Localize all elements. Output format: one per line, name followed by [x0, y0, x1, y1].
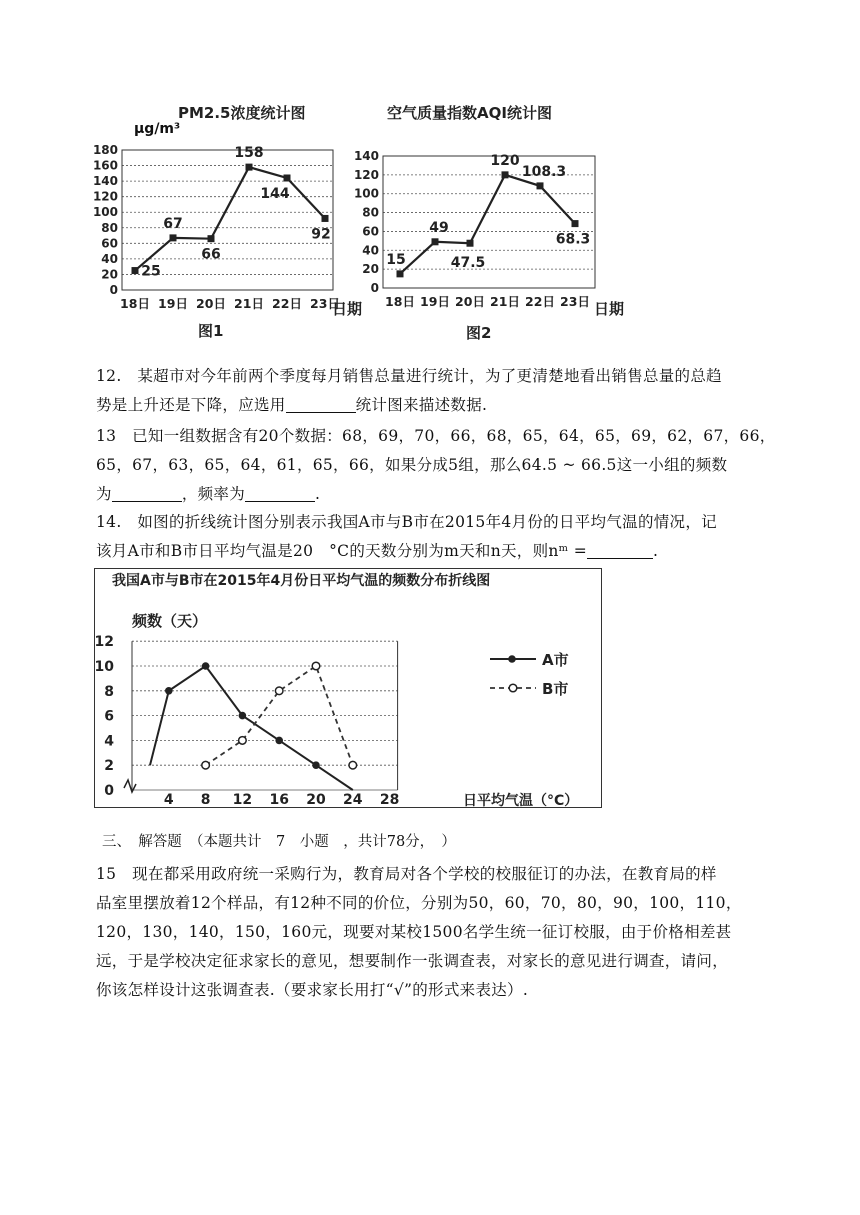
fig2-xtick-label: 19日 [420, 294, 450, 309]
fig2-ytick-label: 120 [353, 167, 379, 182]
fig1-title: PM2.5浓度统计图 [178, 104, 306, 122]
fig2-ytick-label: 20 [362, 262, 379, 277]
fig2-xtick-label: 20日 [455, 294, 485, 309]
fig1-xtick-label: 18日 [120, 296, 150, 311]
fig1-data-label: 25 [141, 263, 161, 280]
fig1-ytick-label: 40 [101, 251, 118, 266]
fig1-ytick-label: 20 [101, 267, 118, 282]
fig3-xtick-label: 12 [232, 792, 253, 808]
fig2-ytick-label: 100 [353, 186, 379, 201]
fig1-ytick-label: 120 [92, 189, 118, 204]
fig3-series-a-point [202, 662, 210, 670]
fig3-ylabel: 频数（天） [132, 612, 208, 630]
q12-answer-blank[interactable] [286, 397, 356, 414]
q15-line-1: 15 现在都采用政府统一采购行为，教育局对各个学校的校服征订的办法，在教育局的样 [96, 865, 717, 883]
fig1-unit: μg/m³ [134, 121, 181, 137]
fig1-xlabel: 日期 [332, 300, 363, 318]
q12-line-2: 势是上升还是下降，应选用 统计图来描述数据. [96, 396, 488, 414]
fig3-ytick-label: 2 [104, 758, 114, 775]
question-12 [96, 362, 776, 420]
fig2-data-label: 49 [429, 219, 449, 236]
fig3-series-b-point [275, 687, 283, 695]
fig1-ytick-label: 180 [92, 143, 118, 157]
fig1-xtick-label: 19日 [158, 296, 188, 311]
fig2-data-point [432, 238, 439, 245]
fig3-series-a-line [150, 666, 353, 790]
q15-line-5: 你该怎样设计这张调查表.（要求家长用打“√”的形式来表达）. [96, 981, 529, 999]
fig2-ytick-label: 40 [362, 243, 379, 258]
fig2-data-point [467, 240, 474, 247]
fig2-series-line [400, 175, 575, 274]
fig2-title: 空气质量指数AQI统计图 [387, 104, 552, 122]
fig3-ytick-label: 4 [104, 733, 114, 750]
fig2-xtick-label: 18日 [385, 294, 415, 309]
q14-answer-blank[interactable] [587, 543, 653, 560]
fig3-xtick-label: 20 [306, 792, 326, 808]
fig3-series-a-point [165, 687, 173, 695]
fig3-series-a-point [275, 737, 283, 745]
fig1-data-label: 66 [201, 246, 221, 263]
fig3-ytick-label: 12 [94, 634, 114, 651]
fig1-ytick-label: 0 [109, 283, 118, 297]
fig3-title: 我国A市与B市在2015年4月份日平均气温的频数分布折线图 [112, 573, 491, 589]
q15-line-2: 品室里摆放着12个样品，有12种不同的价位，分别为50，60，70，80，90，100，110， [96, 894, 742, 912]
fig1-data-point [246, 164, 253, 171]
fig1-ytick-label: 80 [101, 220, 118, 235]
q14-line-1: 14. 如图的折线统计图分别表示我国A市与B市在2015年4月份的日平均气温的情况，记 [96, 513, 717, 531]
fig2-data-label: 68.3 [555, 231, 591, 248]
fig1-data-point [208, 235, 215, 242]
fig2-caption: 图2 [466, 324, 492, 342]
fig1-ytick-label: 140 [92, 174, 118, 189]
fig3-xtick-label: 16 [269, 792, 289, 808]
fig3-legend-b-label: B市 [542, 680, 569, 698]
fig1-data-point [322, 215, 329, 222]
fig3-series-b-point [312, 662, 320, 670]
fig3-ytick-label: 6 [104, 708, 114, 725]
fig2-data-label: 47.5 [450, 255, 486, 272]
fig1-data-label: 144 [260, 186, 290, 202]
fig2-data-label: 120 [490, 152, 520, 169]
fig1-xtick-label: 23日 [310, 296, 340, 311]
q13-frequency-blank[interactable] [112, 486, 182, 503]
fig1-data-point [132, 267, 139, 274]
question-13 [96, 422, 776, 509]
fig2-data-label: 108.3 [521, 163, 567, 180]
question-15 [96, 860, 776, 1005]
fig3-series-b-point [349, 761, 357, 769]
fig3-ytick-label: 10 [94, 659, 114, 675]
q12-line-1: 12. 某超市对今年前两个季度每月销售总量进行统计，为了更清楚地看出销售总量的总趋 [96, 367, 722, 385]
q13-line-3: 为 ，频率为 . [96, 485, 321, 503]
q13-rate-blank[interactable] [245, 486, 315, 503]
q13-line-2: 65，67，63，65，64，61，65，66，如果分成5组，那么64.5 ~ 66.5这一小组的频数 [96, 456, 728, 474]
fig1-caption: 图1 [198, 322, 224, 340]
fig3-xtick-label: 28 [379, 792, 400, 808]
fig3-series-a-point [312, 761, 320, 769]
fig2-ytick-label: 80 [362, 205, 379, 220]
fig1-data-label: 67 [163, 215, 183, 232]
section-3-heading: 三、 解答题 （本题共计 7 小题 ，共计78分， ） [102, 834, 456, 850]
fig2-xtick-label: 23日 [560, 294, 590, 309]
fig2-data-point [537, 182, 544, 189]
fig2-data-point [572, 220, 579, 227]
fig3-legend-a-marker [508, 655, 516, 663]
fig3-series-b-point [202, 761, 210, 769]
fig1-xtick-label: 21日 [234, 296, 264, 311]
fig1-xtick-label: 22日 [272, 296, 302, 311]
fig3-ytick-label: 8 [104, 683, 114, 700]
q15-line-3: 120，130，140，150，160元，现要对某校1500名学生统一征订校服，由于价格相差甚 [96, 923, 732, 941]
fig1-ytick-label: 160 [92, 158, 118, 173]
fig2-data-point [397, 270, 404, 277]
fig3-series-b-line [206, 666, 353, 765]
fig3-series-b-point [239, 737, 247, 745]
q15-line-4: 远，于是学校决定征求家长的意见，想要制作一张调查表，对家长的意见进行调查，请问， [96, 952, 729, 970]
fig2-ytick-label: 60 [362, 224, 379, 239]
fig3-series-a-point [239, 712, 247, 720]
fig1-data-label: 158 [234, 145, 264, 162]
fig1-xtick-label: 20日 [196, 296, 226, 311]
fig3-legend-a-label: A市 [542, 651, 569, 669]
fig3-xtick-label: 4 [163, 792, 174, 808]
fig1-data-point [170, 234, 177, 241]
fig2-data-point [502, 171, 509, 178]
fig3-ytick-label: 0 [104, 783, 114, 799]
q14-line-2: 该月A市和B市日平均气温是20 °C的天数分别为m天和n天，则nᵐ = . [96, 542, 659, 560]
fig3-chart [94, 628, 602, 808]
fig3-xtick-label: 8 [200, 792, 211, 808]
fig2-xtick-label: 21日 [490, 294, 520, 309]
fig3-xtick-label: 24 [343, 792, 363, 808]
q13-line-1: 13 已知一组数据含有20个数据：68，69，70，66，68，65，64，65，69，62，67，66， [96, 427, 776, 445]
fig1-data-label: 92 [311, 226, 331, 243]
fig3-xlabel: 日平均气温（°C） [463, 793, 579, 809]
fig1-ytick-label: 60 [101, 236, 118, 251]
fig2-xtick-label: 22日 [525, 294, 555, 309]
fig1-ytick-label: 100 [92, 205, 118, 220]
fig1-data-point [284, 175, 291, 182]
fig3-legend-b-marker [509, 684, 517, 692]
fig2-data-label: 15 [386, 251, 406, 268]
fig2-ytick-label: 0 [370, 281, 379, 295]
question-14 [96, 508, 776, 566]
fig2-xlabel: 日期 [594, 300, 625, 318]
fig2-ytick-label: 140 [353, 149, 379, 163]
